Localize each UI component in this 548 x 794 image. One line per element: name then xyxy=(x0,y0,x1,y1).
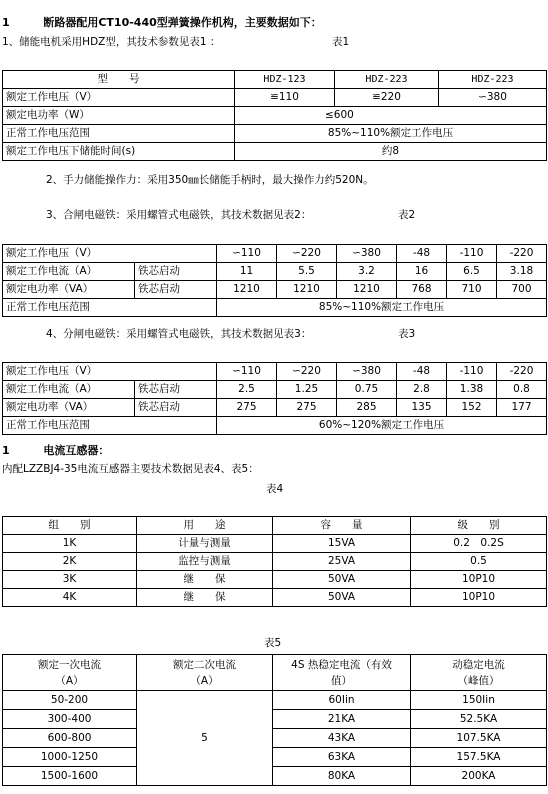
table4-cell: 监控与测量 xyxy=(137,553,273,571)
table1-cell: ≌110 xyxy=(235,89,335,107)
item1-line xyxy=(2,35,220,49)
table5-cell: 300-400 xyxy=(3,710,137,729)
table-row xyxy=(3,299,547,317)
section2-title: 电流互感器： xyxy=(43,444,110,457)
table4-cell: 25VA xyxy=(273,553,411,571)
table4-cell: 1K xyxy=(3,535,137,553)
table2-cell: 768 xyxy=(397,281,447,299)
table4-cell: 0.2 0.2S xyxy=(411,535,547,553)
table5-cell: 21KA xyxy=(273,710,411,729)
table3-cell: 1.38 xyxy=(447,381,497,399)
table2-cell: 5.5 xyxy=(277,263,337,281)
table2-label-cell: 正常工作电压范围 xyxy=(3,299,217,317)
table2-cell: 85%~110%额定工作电压 xyxy=(217,299,547,317)
item2-text: 2、手力储能操作力：采用350㎜长储能手柄时，最大操作力约520N。 xyxy=(46,174,374,186)
table5-caption: 表5 xyxy=(264,637,282,649)
table4-cell: 2K xyxy=(3,553,137,571)
table5-cell: 150Iin xyxy=(411,691,547,710)
table-row xyxy=(3,281,547,299)
table2-cell: 6.5 xyxy=(447,263,497,281)
table3-cell: 0.8 xyxy=(497,381,547,399)
table3-cell: 275 xyxy=(217,399,277,417)
table5-cell: 200KA xyxy=(411,767,547,786)
table4 xyxy=(2,516,547,607)
heading-number: 1 xyxy=(2,16,10,29)
table5-cell: 43KA xyxy=(273,729,411,748)
table4-header-cell: 容 量 xyxy=(273,517,411,535)
table-row xyxy=(3,655,547,691)
table4-header-cell: 级 别 xyxy=(411,517,547,535)
table2-label-cell: 额定工作电流（A） xyxy=(3,263,135,281)
table2-label-cell: 额定工作电压（V） xyxy=(3,245,217,263)
table2-cell: 710 xyxy=(447,281,497,299)
table-row xyxy=(3,517,547,535)
table3-cell: 135 xyxy=(397,399,447,417)
table1-header-cell: HDZ-223 xyxy=(335,71,439,89)
table5-cell: 107.5KA xyxy=(411,729,547,748)
table2-cell: ∽380 xyxy=(337,245,397,263)
table4-caption: 表4 xyxy=(266,483,284,495)
table2-cell: 11 xyxy=(217,263,277,281)
table5-cell: 80KA xyxy=(273,767,411,786)
item1-text: 1、储能电机采用HDZ型，其技术参数见表1 ： xyxy=(2,36,221,48)
table5-cell: 1000-1250 xyxy=(3,748,137,767)
table-row xyxy=(3,748,547,767)
table2-cell: 3.18 xyxy=(497,263,547,281)
table3-label-cell: 额定工作电压（V） xyxy=(3,363,217,381)
table3-cell: 152 xyxy=(447,399,497,417)
table-row xyxy=(3,767,547,786)
table-row xyxy=(3,381,547,399)
table2-cell: 3.2 xyxy=(337,263,397,281)
table5-cell: 1500-1600 xyxy=(3,767,137,786)
table3-caption: 表3 xyxy=(398,328,416,340)
table3-sub-cell: 铁芯启动 xyxy=(135,381,217,399)
table2-label-cell: 额定电功率（VA） xyxy=(3,281,135,299)
table5 xyxy=(2,654,547,786)
table-row xyxy=(3,107,547,125)
table2-sub-cell: 铁芯启动 xyxy=(135,281,217,299)
section2-number: 1 xyxy=(2,444,10,457)
table3-cell: 2.8 xyxy=(397,381,447,399)
table1-cell: ∽380 xyxy=(439,89,547,107)
table3 xyxy=(2,362,547,435)
table3-label-cell: 额定工作电流（A） xyxy=(3,381,135,399)
table3-label-cell: 额定电功率（VA） xyxy=(3,399,135,417)
table3-sub-cell: 铁芯启动 xyxy=(135,399,217,417)
table5-cell: 60Iin xyxy=(273,691,411,710)
table-row xyxy=(3,263,547,281)
table2 xyxy=(2,244,547,317)
table4-cell: 继 保 xyxy=(137,571,273,589)
table1 xyxy=(2,70,547,161)
table-row xyxy=(3,125,547,143)
table3-cell: ∽220 xyxy=(277,363,337,381)
table3-cell: ∽380 xyxy=(337,363,397,381)
table1-cell: ≤600 xyxy=(235,107,547,125)
table-row xyxy=(3,143,547,161)
table3-cell: 60%~120%额定工作电压 xyxy=(217,417,547,435)
table5-secondary-cell: 5 xyxy=(137,691,273,786)
table2-cell: 1210 xyxy=(217,281,277,299)
table2-cell: -220 xyxy=(497,245,547,263)
table5-cell: 52.5KA xyxy=(411,710,547,729)
ct-intro-text: 内配LZZBJ4-35电流互感器主要技术数据见表4、表5： xyxy=(2,463,259,475)
table3-cell: 2.5 xyxy=(217,381,277,399)
table3-cell: 177 xyxy=(497,399,547,417)
table-row xyxy=(3,691,547,710)
table4-cell: 50VA xyxy=(273,589,411,607)
table3-cell: 275 xyxy=(277,399,337,417)
table4-cell: 10P10 xyxy=(411,571,547,589)
table-row xyxy=(3,399,547,417)
table2-caption: 表2 xyxy=(398,209,416,221)
table-row xyxy=(3,535,547,553)
table4-header-cell: 用 途 xyxy=(137,517,273,535)
table5-header-cell: 额定二次电流 （A） xyxy=(137,655,273,691)
table1-header-cell: 型 号 xyxy=(3,71,235,89)
table2-cell: 1210 xyxy=(337,281,397,299)
table3-label-cell: 正常工作电压范围 xyxy=(3,417,217,435)
table-row xyxy=(3,245,547,263)
table5-header-cell: 动稳定电流 （峰值） xyxy=(411,655,547,691)
table-row xyxy=(3,71,547,89)
table5-cell: 50-200 xyxy=(3,691,137,710)
table4-cell: 继 保 xyxy=(137,589,273,607)
table3-cell: ∽110 xyxy=(217,363,277,381)
table-row xyxy=(3,363,547,381)
table4-cell: 4K xyxy=(3,589,137,607)
table1-cell: 85%~110%额定工作电压 xyxy=(235,125,547,143)
table4-header-cell: 组 别 xyxy=(3,517,137,535)
table2-cell: 16 xyxy=(397,263,447,281)
table5-header-cell: 额定一次电流 （A） xyxy=(3,655,137,691)
table3-cell: -220 xyxy=(497,363,547,381)
table4-cell: 15VA xyxy=(273,535,411,553)
table2-cell: -110 xyxy=(447,245,497,263)
table4-cell: 10P10 xyxy=(411,589,547,607)
table4-cell: 3K xyxy=(3,571,137,589)
table1-caption: 表1 xyxy=(332,36,350,48)
table1-label-cell: 额定电功率（W） xyxy=(3,107,235,125)
heading xyxy=(2,16,322,30)
table-row xyxy=(3,710,547,729)
table4-cell: 50VA xyxy=(273,571,411,589)
table3-cell: -48 xyxy=(397,363,447,381)
table2-cell: 700 xyxy=(497,281,547,299)
table1-header-cell: HDZ-223 xyxy=(439,71,547,89)
table3-cell: -110 xyxy=(447,363,497,381)
table5-cell: 600-800 xyxy=(3,729,137,748)
table1-header-cell: HDZ-123 xyxy=(235,71,335,89)
table5-cell: 63KA xyxy=(273,748,411,767)
section2-heading xyxy=(2,444,109,458)
table3-cell: 285 xyxy=(337,399,397,417)
table4-cell: 计量与测量 xyxy=(137,535,273,553)
table4-cell: 0.5 xyxy=(411,553,547,571)
heading-title: 断路器配用CT10-440型弹簧操作机构，主要数据如下： xyxy=(43,16,322,29)
item3-text: 3、合闸电磁铁：采用螺管式电磁铁，其技术数据见表2： xyxy=(46,209,312,221)
table2-cell: 1210 xyxy=(277,281,337,299)
table2-cell: ∽220 xyxy=(277,245,337,263)
table-row xyxy=(3,729,547,748)
table1-label-cell: 正常工作电压范围 xyxy=(3,125,235,143)
table5-header-cell: 4S 热稳定电流（有效 值） xyxy=(273,655,411,691)
table3-cell: 1.25 xyxy=(277,381,337,399)
table1-label-cell: 额定工作电压下储能时间(s) xyxy=(3,143,235,161)
table-row xyxy=(3,553,547,571)
table-row xyxy=(3,571,547,589)
table-row xyxy=(3,589,547,607)
table-row xyxy=(3,89,547,107)
table2-cell: ∽110 xyxy=(217,245,277,263)
table-row xyxy=(3,417,547,435)
item4-text: 4、分闸电磁铁：采用螺管式电磁铁，其技术数据见表3： xyxy=(46,328,312,340)
table2-cell: -48 xyxy=(397,245,447,263)
table5-cell: 157.5KA xyxy=(411,748,547,767)
table1-label-cell: 额定工作电压（V） xyxy=(3,89,235,107)
table1-cell: ≌220 xyxy=(335,89,439,107)
table1-cell: 约8 xyxy=(235,143,547,161)
table3-cell: 0.75 xyxy=(337,381,397,399)
table2-sub-cell: 铁芯启动 xyxy=(135,263,217,281)
